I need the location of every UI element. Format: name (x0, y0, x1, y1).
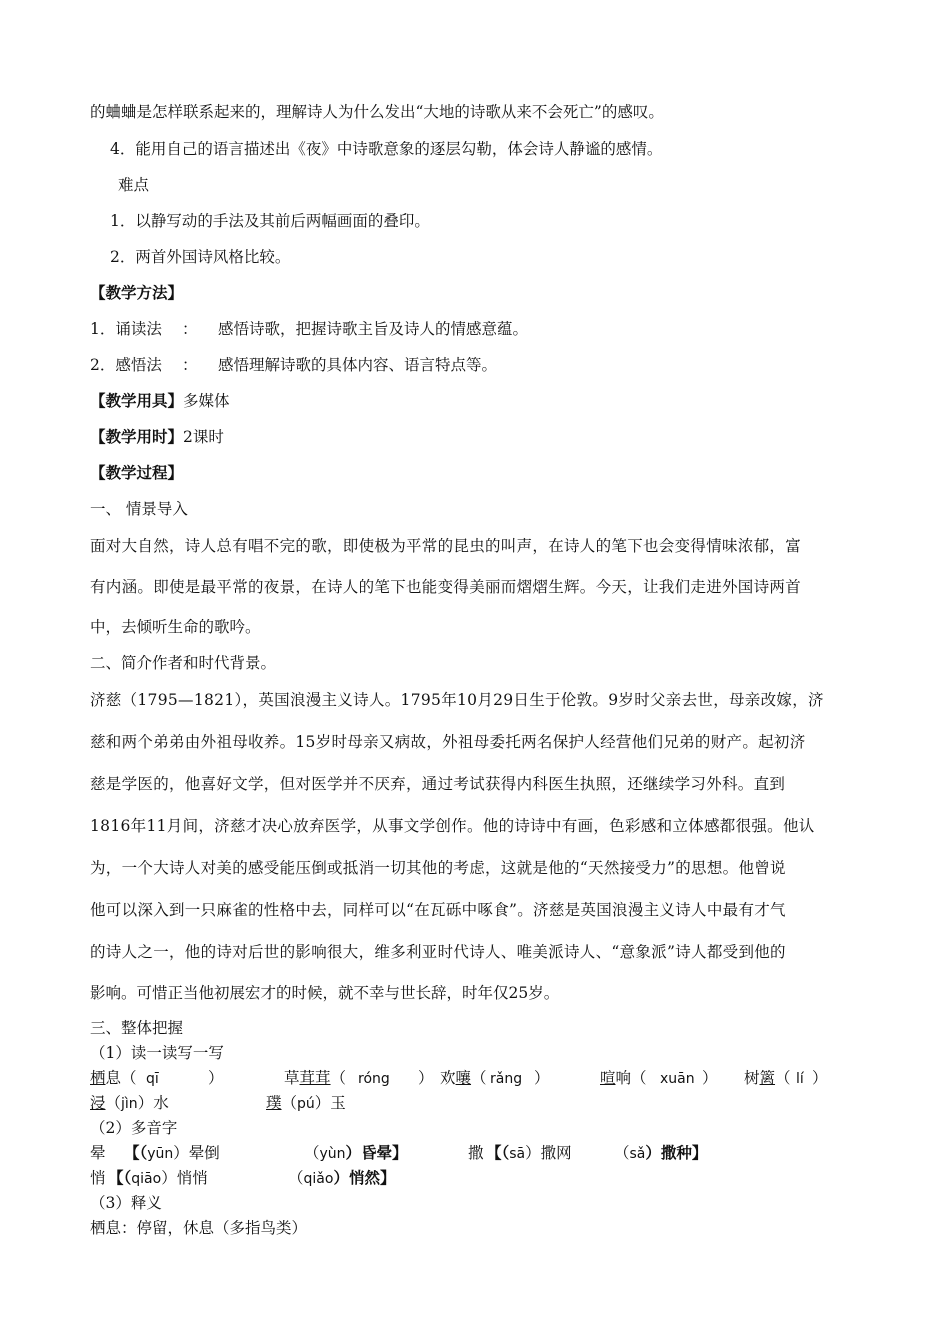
definition-item: 栖息：停留，休息（多指鸟类） (90, 1219, 308, 1237)
difficulty-2: 2．两首外国诗风格比较。 (110, 248, 291, 266)
vocab-item: 栖息（ (90, 1069, 137, 1087)
paragraph-intro: 面对大自然，诗人总有唱不完的歌，即使极为平常的昆虫的叫声，在诗人的笔下也会变得情味浓郁，富 (90, 537, 802, 555)
text-line: 的蛐蛐是怎样联系起来的，理解诗人为什么发出“大地的诗歌从来不会死亡”的感叹。 (90, 103, 664, 121)
vocab-item: 欢嚷（ (440, 1069, 487, 1087)
step-3-heading: 三、整体把握 (90, 1019, 184, 1037)
vocab-item: 喧响（ (600, 1069, 647, 1087)
paragraph-author: 济慈（1795—1821），英国浪漫主义诗人。1795年10月29日生于伦敦。9岁时父亲去世，母亲改嫁，济 (90, 691, 824, 709)
vocab-item: 草茸茸（ (284, 1069, 347, 1087)
difficulty-heading: 难点 (118, 176, 150, 194)
vocab-item: 璞（pú）玉 (266, 1094, 346, 1112)
paragraph-author: 1816年11月间，济慈才决心放弃医学，从事文学创作。他的诗诗中有画，色彩感和立体感都很强。他认 (90, 817, 815, 835)
section-heading-method: 【教学方法】 (90, 283, 184, 302)
subheading-polyphone: （2）多音字 (90, 1119, 178, 1137)
polyphone-row-2: 悄 【（qiāo）悄悄 （qiǎo）悄然】 (90, 1168, 396, 1187)
objective-4: 4．能用自己的语言描述出《夜》中诗歌意象的逐层勾勒，体会诗人静谧的感情。 (110, 140, 663, 158)
paragraph-author: 他可以深入到一只麻雀的性格中去，同样可以“在瓦砾中啄食”。济慈是英国浪漫主义诗人中最有才气 (90, 901, 786, 919)
vocab-item: 树篱（ (744, 1069, 791, 1087)
paragraph-author: 的诗人之一，他的诗对后世的影响很大，维多利亚时代诗人、唯美派诗人、“意象派”诗人都受到他的 (90, 943, 786, 961)
paragraph-author: 为，一个大诗人对美的感受能压倒或抵消一切其他的考虑，这就是他的“天然接受力”的思想。他曾说 (90, 859, 786, 877)
paragraph-intro: 中，去倾听生命的歌吟。 (90, 618, 261, 636)
paragraph-author: 慈是学医的，他喜好文学，但对医学并不厌弃，通过考试获得内科医生执照，还继续学习外科。直到 (90, 775, 786, 793)
method-2: 2．感悟法 ： 感悟理解诗歌的具体内容、语言特点等。 (90, 356, 498, 374)
subheading-read-write: （1）读一读写一写 (90, 1044, 224, 1062)
paragraph-author: 慈和两个弟弟由外祖母收养。15岁时母亲又病故，外祖母委托两名保护人经营他们兄弟的财产。起初济 (90, 733, 806, 751)
section-heading-process: 【教学过程】 (90, 463, 184, 482)
polyphone-row-1: 晕 【（yūn）晕倒 （yùn）昏晕】 撒 【（sā）撒网 （sǎ）撒种】 (90, 1143, 708, 1162)
subheading-definition: （3）释义 (90, 1194, 162, 1212)
paragraph-intro: 有内涵。即使是最平常的夜景，在诗人的笔下也能变得美丽而熠熠生辉。今天，让我们走进外国诗两首 (90, 578, 802, 596)
vocab-row-1: 栖息（ qī ） 草茸茸（ róng ） 欢嚷（ rǎng ） 喧响（ xuān ） 树篱（ lí ） (90, 1069, 828, 1087)
section-heading-time: 【教学用时】2课时 (90, 427, 224, 446)
step-2-heading: 二、简介作者和时代背景。 (90, 654, 277, 672)
vocab-row-2 (90, 1093, 490, 1113)
method-1: 1．诵读法 ： 感悟诗歌，把握诗歌主旨及诗人的情感意蕴。 (90, 320, 529, 338)
difficulty-1: 1．以静写动的手法及其前后两幅画面的叠印。 (110, 212, 430, 230)
section-heading-tools: 【教学用具】多媒体 (90, 391, 230, 410)
step-1-heading: 一、 情景导入 (90, 500, 188, 518)
paragraph-author: 影响。可惜正当他初展宏才的时候，就不幸与世长辞，时年仅25岁。 (90, 984, 560, 1002)
vocab-item: 浸（jìn）水 (90, 1094, 169, 1112)
